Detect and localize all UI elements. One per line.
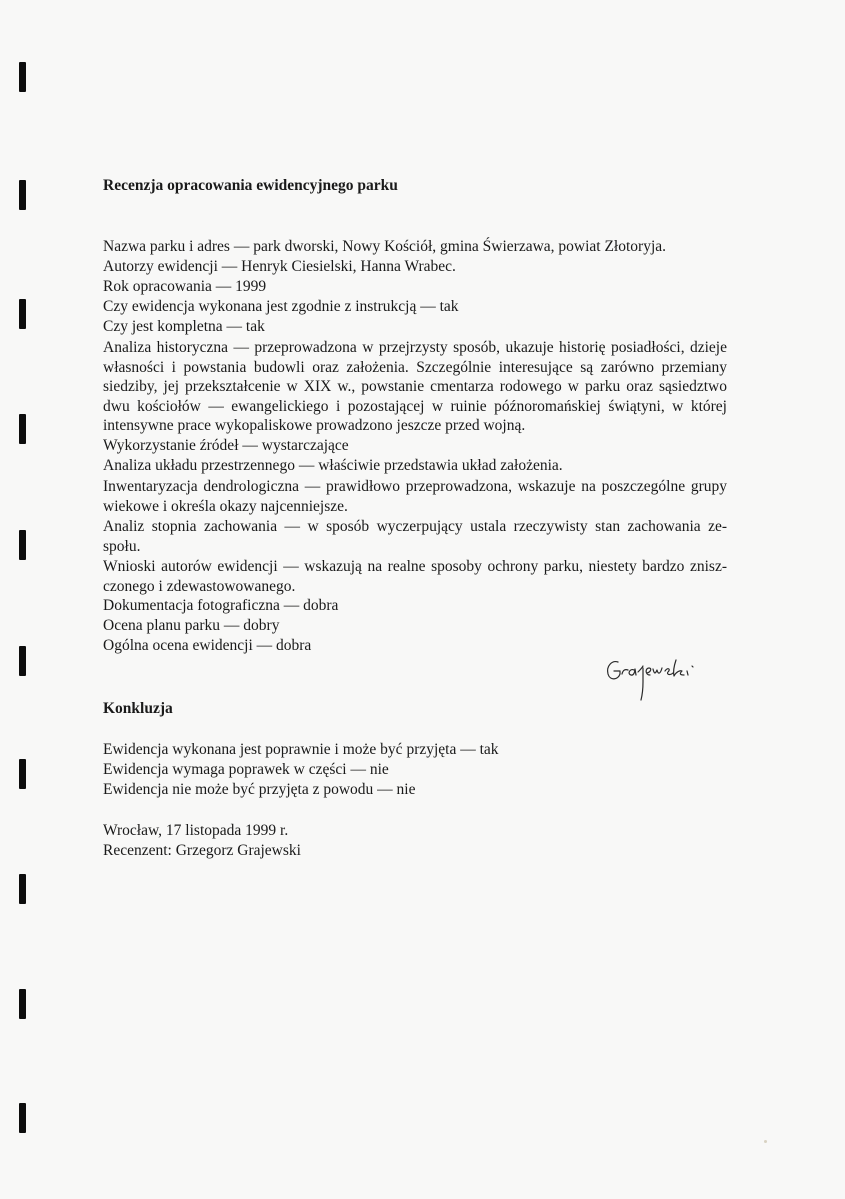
field-historical-analysis	[103, 338, 727, 436]
field-spatial-analysis: Analiza układu przestrzennego — właściwie przedstawia układ założenia.	[103, 457, 563, 474]
reviewer-name: Recenzent: Grzegorz Grajewski	[103, 842, 301, 859]
binding-hole-mark	[19, 1103, 26, 1133]
binding-hole-mark	[19, 62, 26, 92]
field-preservation	[103, 517, 727, 556]
binding-hole-mark	[19, 989, 26, 1019]
binding-hole-mark	[19, 646, 26, 676]
binding-hole-mark	[19, 299, 26, 329]
field-overall-rating: Ogólna ocena ewidencji — dobra	[103, 637, 312, 654]
field-year: Rok opracowania — 1999	[103, 278, 267, 295]
paragraph-line: Analiz stopnia zachowania — w sposób wyczerpujący ustala rzeczywisty stan zachowania ze-	[103, 518, 727, 535]
document-title: Recenzja opracowania ewidencyjnego parku	[103, 177, 398, 194]
conclusion-item: Ewidencja nie może być przyjęta z powodu — nie	[103, 781, 416, 798]
paragraph-line: własności i powstania budowli oraz założenia. Szczególnie interesujące są zarówno przemiany	[103, 358, 727, 376]
paragraph-line: dwu kościołów — ewangelickiego i pozostającej w ruinie późnoromańskiej świątyni, w której	[103, 397, 727, 415]
field-complete: Czy jest kompletna — tak	[103, 318, 265, 335]
field-name-address: Nazwa parku i adres — park dworski, Nowy Kościół, gmina Świerzawa, powiat Złotoryja.	[103, 238, 667, 255]
field-plan-rating: Ocena planu parku — dobry	[103, 617, 280, 634]
conclusion-item: Ewidencja wymaga poprawek w części — nie	[103, 761, 389, 778]
paper-speck	[764, 1140, 767, 1143]
field-sources: Wykorzystanie źródeł — wystarczające	[103, 437, 349, 454]
handwritten-signature	[604, 654, 714, 704]
binding-hole-mark	[19, 530, 26, 560]
field-authors: Autorzy ewidencji — Henryk Ciesielski, Hanna Wrabec.	[103, 258, 456, 275]
place-date: Wrocław, 17 listopada 1999 r.	[103, 822, 289, 839]
field-conclusions	[103, 557, 727, 596]
binding-hole-mark	[19, 414, 26, 444]
binding-hole-mark	[19, 759, 26, 789]
paragraph-line: Analiza historyczna — przeprowadzona w przejrzysty sposób, ukazuje historię posiadłości, dzieje	[103, 339, 727, 356]
paragraph-line: intensywne prace wykopaliskowe prowadzono jeszcze przed wojną.	[103, 417, 526, 434]
paragraph-line: czonego i zdewastowowanego.	[103, 577, 296, 595]
conclusion-heading: Konkluzja	[103, 700, 173, 717]
field-photo-documentation: Dokumentacja fotograficzna — dobra	[103, 597, 339, 614]
paragraph-line: wiekowe i określa okazy najcenniejsze.	[103, 497, 348, 515]
field-dendrology	[103, 477, 727, 516]
paragraph-line: Wnioski autorów ewidencji — wskazują na realne sposoby ochrony parku, niestety bardzo znisz-	[103, 558, 727, 575]
paragraph-line: Inwentaryzacja dendrologiczna — prawidłowo przeprowadzona, wskazuje na poszczególne grupy	[103, 478, 727, 495]
binding-hole-mark	[19, 180, 26, 210]
field-compliance: Czy ewidencja wykonana jest zgodnie z instrukcją — tak	[103, 298, 459, 315]
paragraph-line: społu.	[103, 537, 141, 555]
paragraph-line: siedziby, jej przekształcenie w XIX w., powstanie cmentarza rodowego w parku oraz sąsiedztwo	[103, 378, 727, 395]
binding-hole-mark	[19, 874, 26, 904]
conclusion-item: Ewidencja wykonana jest poprawnie i może być przyjęta — tak	[103, 741, 499, 758]
